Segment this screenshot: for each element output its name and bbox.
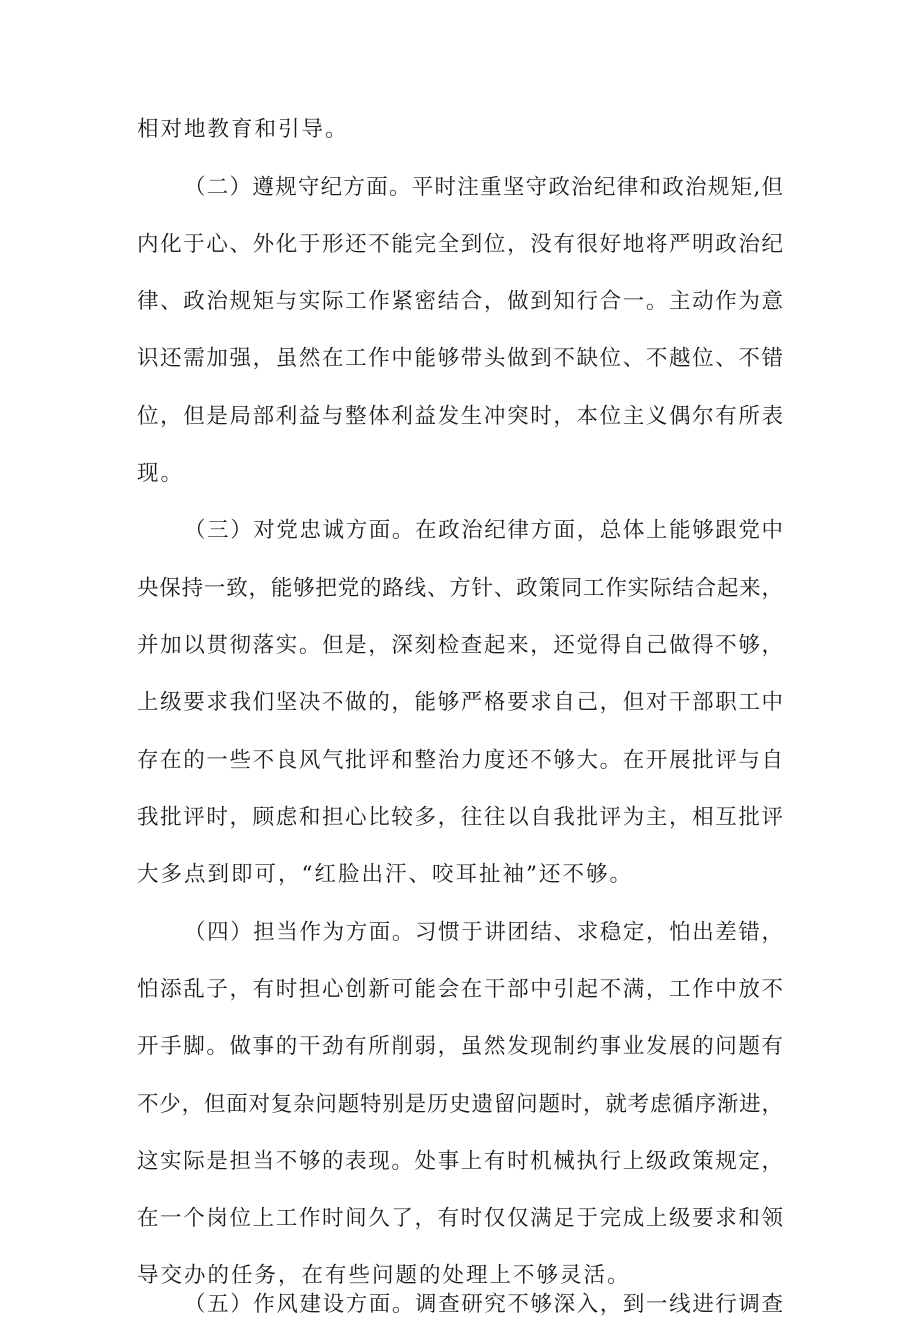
text-line: 在一个岗位上工作时间久了，有时仅仅满足于完成上级要求和领: [137, 1206, 783, 1231]
text-line: 律、政治规矩与实际工作紧密结合，做到知行合一。主动作为意: [137, 289, 783, 314]
text-line: 识还需加强，虽然在工作中能够带头做到不缺位、不越位、不错: [137, 346, 783, 371]
paragraph-heading-line: （四）担当作为方面。习惯于讲团结、求稳定，怕出差错，: [184, 920, 783, 945]
text-line: 相对地教育和引导。: [137, 117, 349, 142]
text-line: 央保持一致，能够把党的路线、方针、政策同工作实际结合起来，: [137, 576, 783, 601]
text-line: 导交办的任务，在有些问题的处理上不够灵活。: [137, 1263, 631, 1288]
text-line: 现。: [137, 461, 185, 486]
text-line: 我批评时，顾虑和担心比较多，往往以自我批评为主，相互批评: [137, 805, 783, 830]
text-line: 上级要求我们坚决不做的，能够严格要求自己，但对干部职工中: [137, 690, 783, 715]
text-line: 这实际是担当不够的表现。处事上有时机械执行上级政策规定，: [137, 1149, 783, 1174]
text-line: 存在的一些不良风气批评和整治力度还不够大。在开展批评与自: [137, 748, 783, 773]
text-line: 并加以贯彻落实。但是，深刻检查起来，还觉得自己做得不够，: [137, 633, 783, 658]
text-line: 不少，但面对复杂问题特别是历史遗留问题时，就考虑循序渐进，: [137, 1092, 783, 1117]
text-line: 位，但是局部利益与整体利益发生冲突时，本位主义偶尔有所表: [137, 404, 783, 429]
text-line: 开手脚。做事的干劲有所削弱，虽然发现制约事业发展的问题有: [137, 1034, 783, 1059]
paragraph-heading-line: （三）对党忠诚方面。在政治纪律方面，总体上能够跟党中: [184, 518, 783, 543]
text-line: 怕添乱子，有时担心创新可能会在干部中引起不满，工作中放不: [137, 977, 783, 1002]
text-line: 大多点到即可，“红脸出汗、咬耳扯袖”还不够。: [137, 862, 633, 887]
text-line: 内化于心、外化于形还不能完全到位，没有很好地将严明政治纪: [137, 232, 783, 257]
paragraph-heading-line: （五）作风建设方面。调查研究不够深入，到一线进行调查: [184, 1292, 783, 1317]
paragraph-heading-line: （二）遵规守纪方面。平时注重坚守政治纪律和政治规矩,但: [184, 175, 783, 200]
